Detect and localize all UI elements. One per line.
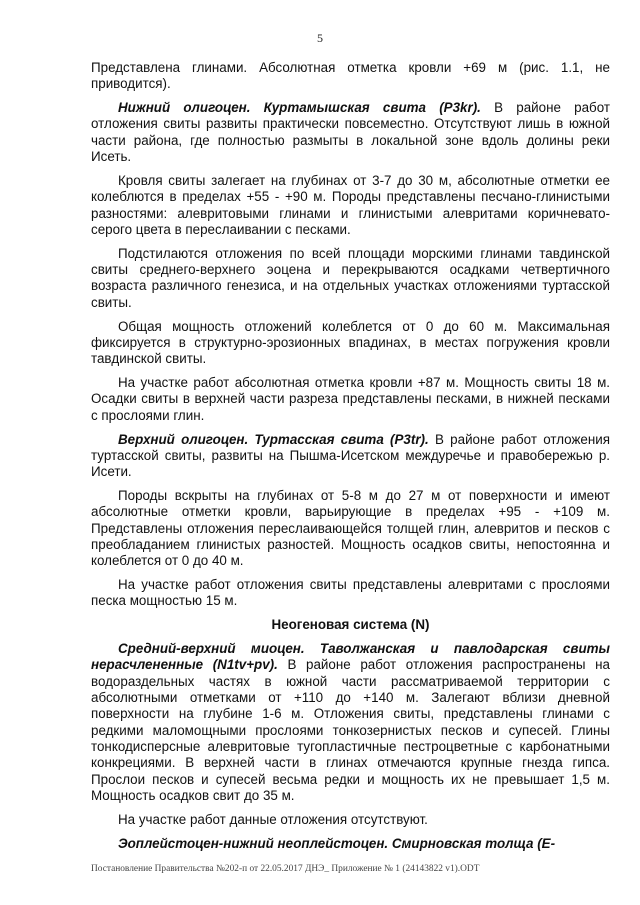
paragraph bbox=[91, 173, 610, 238]
paragraph bbox=[91, 488, 610, 569]
paragraph-heading: Эоплейстоцен-нижний неоплейстоцен. Смирновская толща (E- bbox=[118, 835, 556, 851]
paragraph bbox=[91, 812, 610, 828]
paragraph-text: На участке работ данные отложения отсутствуют. bbox=[118, 811, 428, 827]
paragraph bbox=[91, 60, 610, 93]
footer-document-reference: Постановление Правительства №202-п от 22.05.2017 ДНЭ_ Приложение № 1 (24143822 v1).ODT bbox=[91, 864, 480, 874]
paragraph bbox=[91, 577, 610, 610]
paragraph-text: В районе работ отложения свиты развиты практически повсеместно. Отсутствуют лишь в южной части района, где полностью размыты в локальной зоне вдоль долины реки Исеть. bbox=[91, 100, 611, 165]
paragraph-text: Подстилаются отложения по всей площади морскими глинами тавдинской свиты среднего-верхнего эоцена и перекрываются осадками четвертичного возраста различного генезиса, и на отдельных участках отложениями туртасской свиты. bbox=[91, 245, 610, 310]
page-number: 5 bbox=[317, 31, 323, 45]
paragraph-text: На участке работ абсолютная отметка кровли +87 м. Мощность свиты 18 м. Осадки свиты в верхней части разреза представлены песками, в нижней песками с прослоями глин. bbox=[91, 375, 610, 423]
paragraph-heading: Нижний олигоцен. Куртамышская свита (P3kr). bbox=[118, 100, 481, 116]
paragraph-text: Породы вскрыты на глубинах от 5-8 м до 27 м от поверхности и имеют абсолютные отметки кровли, варьирующие в пределах +95 - +109 м. Представлены отложения переслаивающейся толщей глин, алевритов и песков с преобладанием глинистых разностей. Мощность осадков свиты, непостоянна и колеблется от 0 до 40 м. bbox=[91, 487, 610, 569]
paragraph bbox=[91, 375, 610, 424]
paragraph bbox=[91, 836, 610, 852]
paragraph-text: В районе работ отложения туртасской свиты, развиты на Пышма-Исетском междуречье и правобережью р. Исети. bbox=[91, 431, 610, 480]
paragraph bbox=[91, 246, 610, 311]
paragraph bbox=[91, 641, 610, 804]
paragraph bbox=[91, 432, 610, 481]
paragraph-text: Общая мощность отложений колеблется от 0 до 60 м. Максимальная фиксируется в структурно-эрозионных впадинах, в местах погружения кровли тавдинской свиты. bbox=[91, 318, 610, 367]
paragraph-heading: Верхний олигоцен. Туртасская свита (P3tr). bbox=[118, 431, 429, 447]
document-body bbox=[91, 60, 610, 859]
section-title: Неогеновая система (N) bbox=[271, 617, 430, 633]
paragraph-text: Представлена глинами. Абсолютная отметка кровли +69 м (рис. 1.1, не приводится). bbox=[91, 60, 610, 92]
paragraph-heading: Средний-верхний миоцен. Таволжанская и павлодарская свиты нерасчлененные (N1tv+pv). bbox=[91, 641, 610, 673]
paragraph-text: Кровля свиты залегает на глубинах от 3-7 до 30 м, абсолютные отметки ее колеблются в пределах +55 - +90 м. Породы представлены песчано-глинистыми разностями: алевритовыми глинами и глинистыми алевритами коричневато-серого цвета в переслаивании с песками. bbox=[91, 172, 610, 237]
paragraph bbox=[91, 319, 610, 368]
paragraph bbox=[91, 100, 610, 165]
paragraph-text: В районе работ отложения распространены на водораздельных частях в южной части рассматриваемой территории с абсолютными отметками от +110 до +140 м. Залегают вблизи дневной поверхности на глубине 1-6 м. Отложения свиты, представлены глинами с редкими маломощными прослоями тонкозернистых песков и супесей. Глины тонкодисперсные алевритовые тугопластичные пестроцветные с карбонатными конкрециями. В верхней части в глинах отмечаются крупные гнезда гипса. Прослои песков и супесей весьма редки и мощность их не превышает 1,5 м. Мощность осадков свит до 35 м. bbox=[91, 657, 610, 803]
paragraph-text: На участке работ отложения свиты представлены алевритами с прослоями песка мощностью 15 м. bbox=[91, 577, 610, 609]
